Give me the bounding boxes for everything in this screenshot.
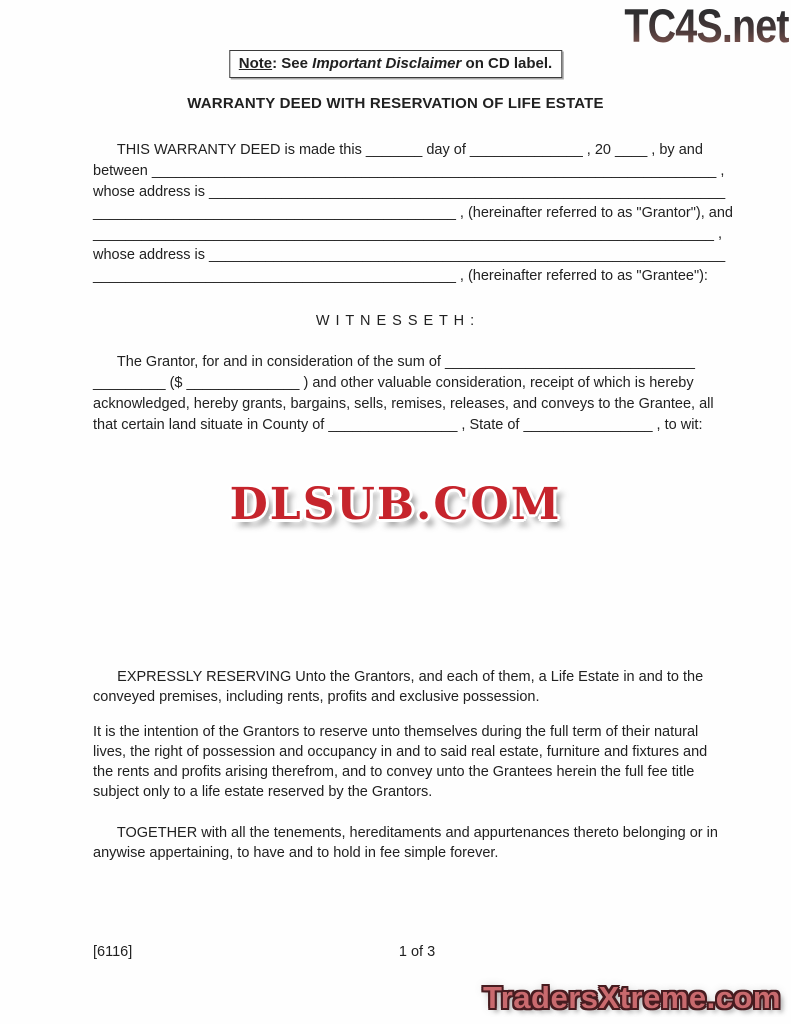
reserving-paragraph (93, 667, 733, 707)
form-line: EXPRESSLY RESERVING Unto the Grantors, and each of them, a Life Estate in and to the (93, 669, 704, 685)
form-line: The Grantor, for and in consideration of the sum of _______________________________ (93, 354, 695, 370)
tradersxtreme-watermark: TradersXtreme.com (483, 980, 781, 1015)
form-line: _____________________________________________ , (hereinafter referred to as "Grantee"): (93, 268, 708, 284)
form-line: _____________________________________________ , (hereinafter referred to as "Grantor"), and (93, 205, 733, 221)
opening-paragraph (93, 140, 733, 287)
footer-page-indicator: 1 of 3 (398, 944, 436, 960)
form-line: _________ ($ ______________ ) and other valuable consideration, receipt of which is hereby (93, 375, 694, 391)
form-line: the rents and profits arising therefrom, and to convey unto the Grantees herein the full fee title (93, 764, 695, 780)
footer-form-number: [6116] (93, 944, 133, 960)
form-line: acknowledged, hereby grants, bargains, sells, remises, releases, and conveys to the Grantee, all (93, 396, 714, 412)
form-line: whose address is ________________________________________________________________ (93, 247, 726, 263)
together-paragraph (93, 823, 733, 863)
note-see-text: : See (272, 55, 313, 72)
note-label: Note (238, 55, 273, 72)
form-line: whose address is ________________________________________________________________ (93, 184, 726, 200)
intention-paragraph (93, 722, 733, 802)
form-line: lives, the right of possession and occupancy in and to said real estate, furniture and fixtures and (93, 744, 708, 760)
form-line: THIS WARRANTY DEED is made this _______ day of ______________ , 20 ____ , by and (93, 142, 703, 158)
form-line: TOGETHER with all the tenements, hereditaments and appurtenances thereto belonging or in (93, 825, 718, 841)
witnesseth-heading: W I T N E S S E T H : (315, 313, 476, 329)
tc4s-watermark: TC4S.net (624, 0, 789, 52)
form-line: It is the intention of the Grantors to reserve unto themselves during the full term of their natural (93, 724, 699, 740)
dlsub-watermark: DLSUB.COM (229, 479, 562, 530)
form-line: that certain land situate in County of ________________ , State of ________________ , to wit: (93, 417, 703, 433)
note-emphasis: Important Disclaimer (312, 55, 462, 72)
consideration-paragraph (93, 352, 733, 436)
page-title: WARRANTY DEED WITH RESERVATION OF LIFE ESTATE (187, 95, 604, 112)
disclaimer-note (229, 50, 562, 78)
form-line: anywise appertaining, to have and to hold in fee simple forever. (93, 845, 499, 861)
form-line: subject only to a life estate reserved by the Grantors. (93, 784, 433, 800)
note-tail: on CD label. (461, 55, 553, 72)
form-line: between ______________________________________________________________________ , (93, 163, 725, 179)
form-line: _____________________________________________________________________________ , (93, 226, 723, 242)
form-line: conveyed premises, including rents, profits and exclusive possession. (93, 689, 540, 705)
